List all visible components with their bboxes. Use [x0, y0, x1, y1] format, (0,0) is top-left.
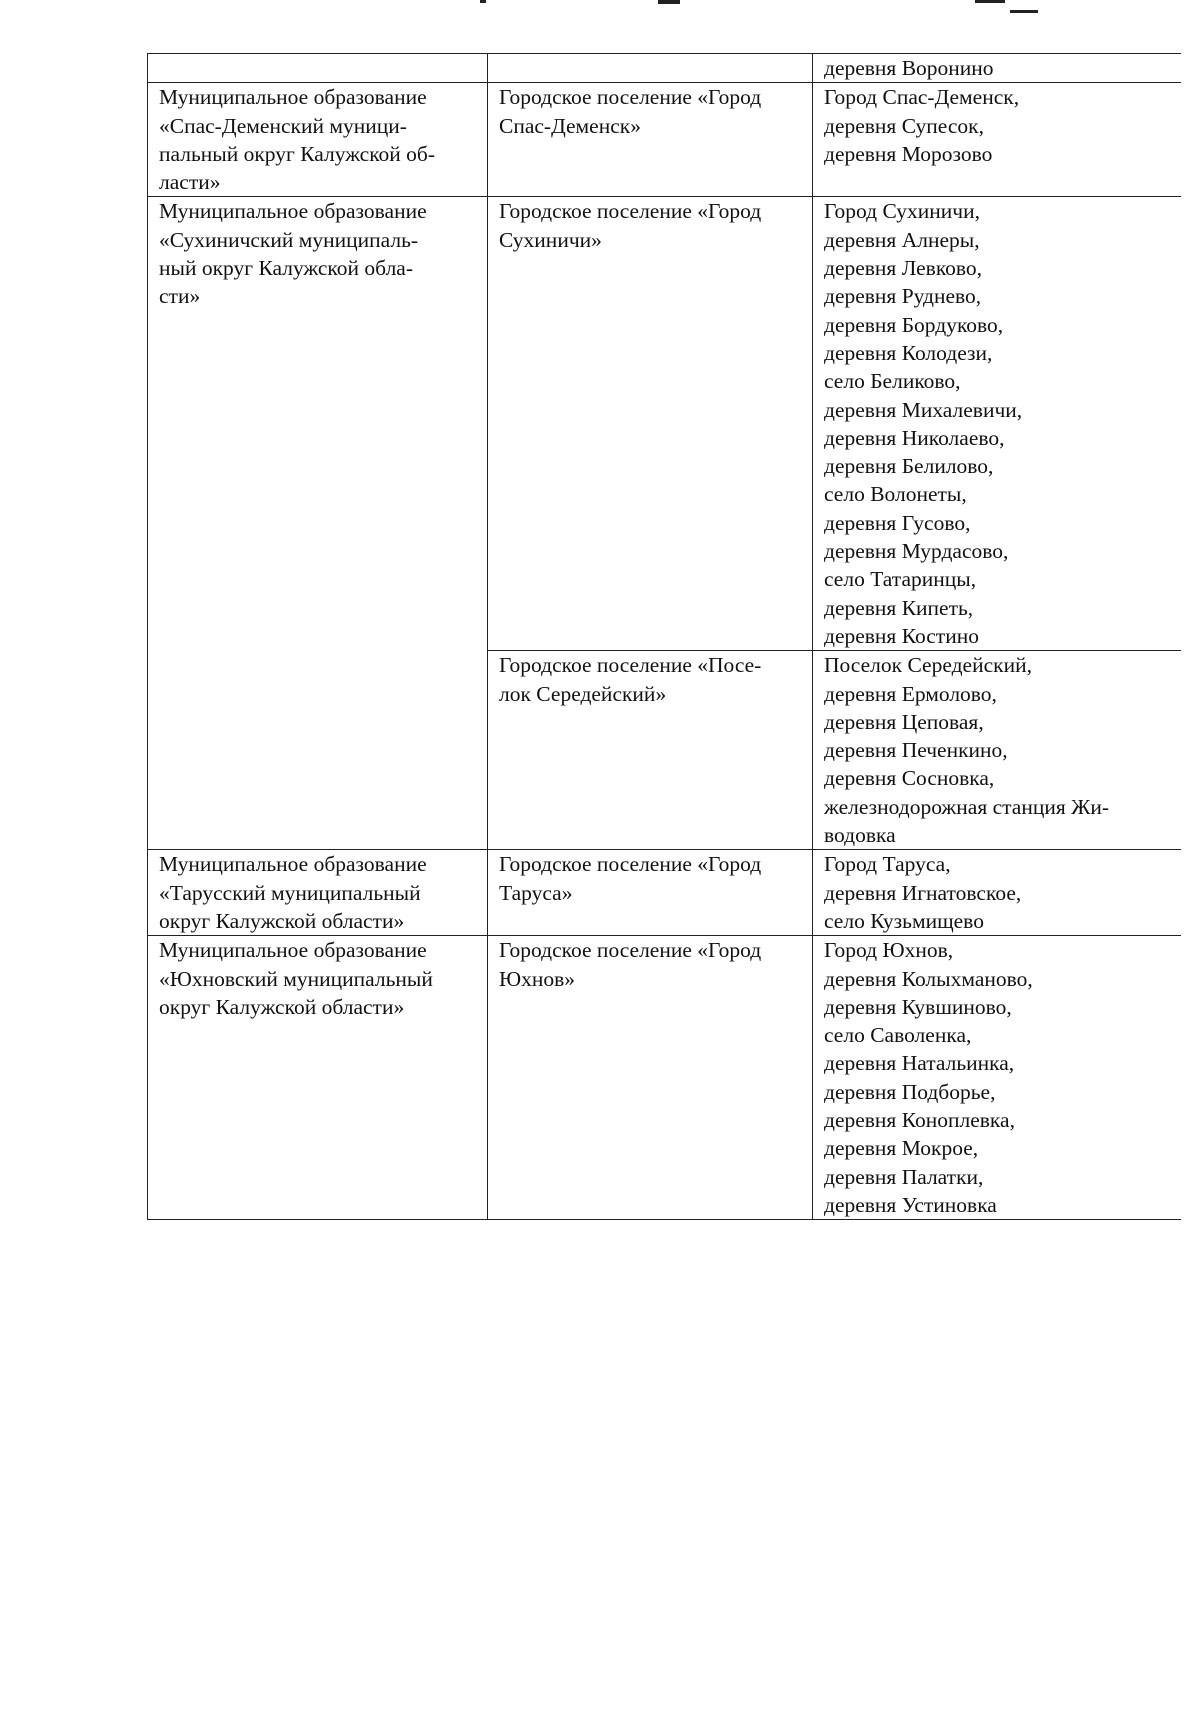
table-row	[148, 936, 1181, 1220]
locality-line: деревня Михалевичи,	[824, 397, 1023, 422]
locality-line: деревня Ермолово,	[824, 681, 997, 706]
locality-line: железнодорожная станция Жи-	[824, 794, 1110, 819]
locality-line: деревня Николаево,	[824, 425, 1005, 450]
district-name-line: «Юхновский муниципальный	[159, 966, 433, 991]
locality-line: деревня Устиновка	[824, 1192, 997, 1217]
district-name-line: ный округ Калужской обла-	[159, 256, 414, 281]
district-cell	[148, 83, 488, 197]
district-name-line: пальный округ Калужской об-	[159, 141, 436, 166]
district-name-line: «Спас-Деменский муници-	[159, 113, 407, 138]
settlement-name-line: лок Середейский»	[499, 681, 667, 706]
district-name-line: «Тарусский муниципальный	[159, 880, 421, 905]
locality-line: Город Сухиничи,	[824, 199, 981, 224]
localities-cell	[813, 651, 1181, 850]
locality-line: Город Юхнов,	[824, 938, 954, 963]
localities-cell	[813, 936, 1181, 1220]
district-name-line: округ Калужской области»	[159, 908, 405, 933]
locality-line: деревня Мурдасово,	[824, 539, 1009, 564]
settlement-name-line: Городское поселение «Посе-	[499, 653, 762, 678]
settlement-name-line: Сухиничи»	[499, 227, 602, 252]
settlements-table-body	[148, 54, 1181, 1220]
locality-line: Город Таруса,	[824, 852, 951, 877]
district-name-line: Муниципальное образование	[159, 85, 427, 110]
localities-cell	[813, 197, 1181, 651]
locality-line: деревня Алнеры,	[824, 227, 980, 252]
locality-line: деревня Воронино	[824, 56, 994, 80]
district-name-line: Муниципальное образование	[159, 199, 427, 224]
district-name-line: Муниципальное образование	[159, 852, 427, 877]
locality-line: деревня Игнатовское,	[824, 880, 1022, 905]
locality-line: деревня Руднево,	[824, 284, 982, 309]
district-name-line: «Сухиничский муниципаль-	[159, 227, 419, 252]
district-cell	[148, 850, 488, 936]
locality-line: деревня Кувшиново,	[824, 994, 1012, 1019]
scan-artifact	[658, 0, 680, 4]
locality-line: деревня Цеповая,	[824, 709, 984, 734]
settlement-cell	[488, 83, 813, 197]
locality-line: водовка	[824, 823, 896, 848]
settlement-cell	[488, 197, 813, 651]
table-row	[148, 197, 1181, 651]
locality-line: деревня Коноплевка,	[824, 1107, 1015, 1132]
locality-line: село Татаринцы,	[824, 567, 977, 592]
settlement-cell	[488, 651, 813, 850]
locality-line: деревня Супесок,	[824, 113, 984, 138]
locality-line: деревня Колодези,	[824, 340, 993, 365]
district-name-line: сти»	[159, 284, 201, 309]
locality-line: деревня Белилово,	[824, 454, 994, 479]
table-row	[148, 850, 1181, 936]
settlement-name-line: Таруса»	[499, 880, 573, 905]
district-name-line: ласти»	[159, 170, 221, 195]
localities-cell	[813, 850, 1181, 936]
locality-line: село Кузьмищево	[824, 908, 984, 933]
localities-cell	[813, 83, 1181, 197]
locality-line: деревня Гусово,	[824, 510, 971, 535]
settlement-name-line: Городское поселение «Город	[499, 85, 762, 110]
locality-line: деревня Палатки,	[824, 1164, 984, 1189]
settlements-table	[147, 53, 1181, 1220]
locality-line: деревня Колыхманово,	[824, 966, 1033, 991]
locality-line: деревня Сосновка,	[824, 766, 995, 791]
locality-line: село Волонеты,	[824, 482, 967, 507]
settlement-name-line: Городское поселение «Город	[499, 199, 762, 224]
settlement-cell	[488, 850, 813, 936]
locality-line: деревня Кипеть,	[824, 595, 974, 620]
settlement-cell	[488, 54, 813, 83]
locality-line: Город Спас-Деменск,	[824, 85, 1020, 110]
settlement-name-line: Городское поселение «Город	[499, 938, 762, 963]
district-cell	[148, 936, 488, 1220]
settlement-name-line: Спас-Деменск»	[499, 113, 641, 138]
locality-line: село Беликово,	[824, 369, 961, 394]
settlement-cell	[488, 936, 813, 1220]
localities-cell	[813, 54, 1181, 83]
district-name-line: Муниципальное образование	[159, 938, 427, 963]
locality-line: деревня Левково,	[824, 256, 983, 281]
district-name-line: округ Калужской области»	[159, 994, 405, 1019]
table-row-continuation	[148, 54, 1181, 83]
scan-artifact	[480, 0, 486, 3]
locality-line: деревня Костино	[824, 623, 979, 648]
locality-line: деревня Морозово	[824, 141, 993, 166]
district-cell	[148, 197, 488, 850]
locality-line: деревня Печенкино,	[824, 738, 1008, 763]
table-row	[148, 83, 1181, 197]
scan-artifact	[975, 0, 1005, 3]
settlement-name-line: Юхнов»	[499, 966, 576, 991]
locality-line: деревня Натальинка,	[824, 1051, 1015, 1076]
locality-line: Поселок Середейский,	[824, 653, 1032, 678]
locality-line: село Саволенка,	[824, 1023, 972, 1048]
locality-line: деревня Подборье,	[824, 1079, 996, 1104]
locality-line: деревня Бордуково,	[824, 312, 1004, 337]
scan-artifact	[1010, 10, 1038, 13]
settlement-name-line: Городское поселение «Город	[499, 852, 762, 877]
district-cell	[148, 54, 488, 83]
locality-line: деревня Мокрое,	[824, 1136, 979, 1161]
